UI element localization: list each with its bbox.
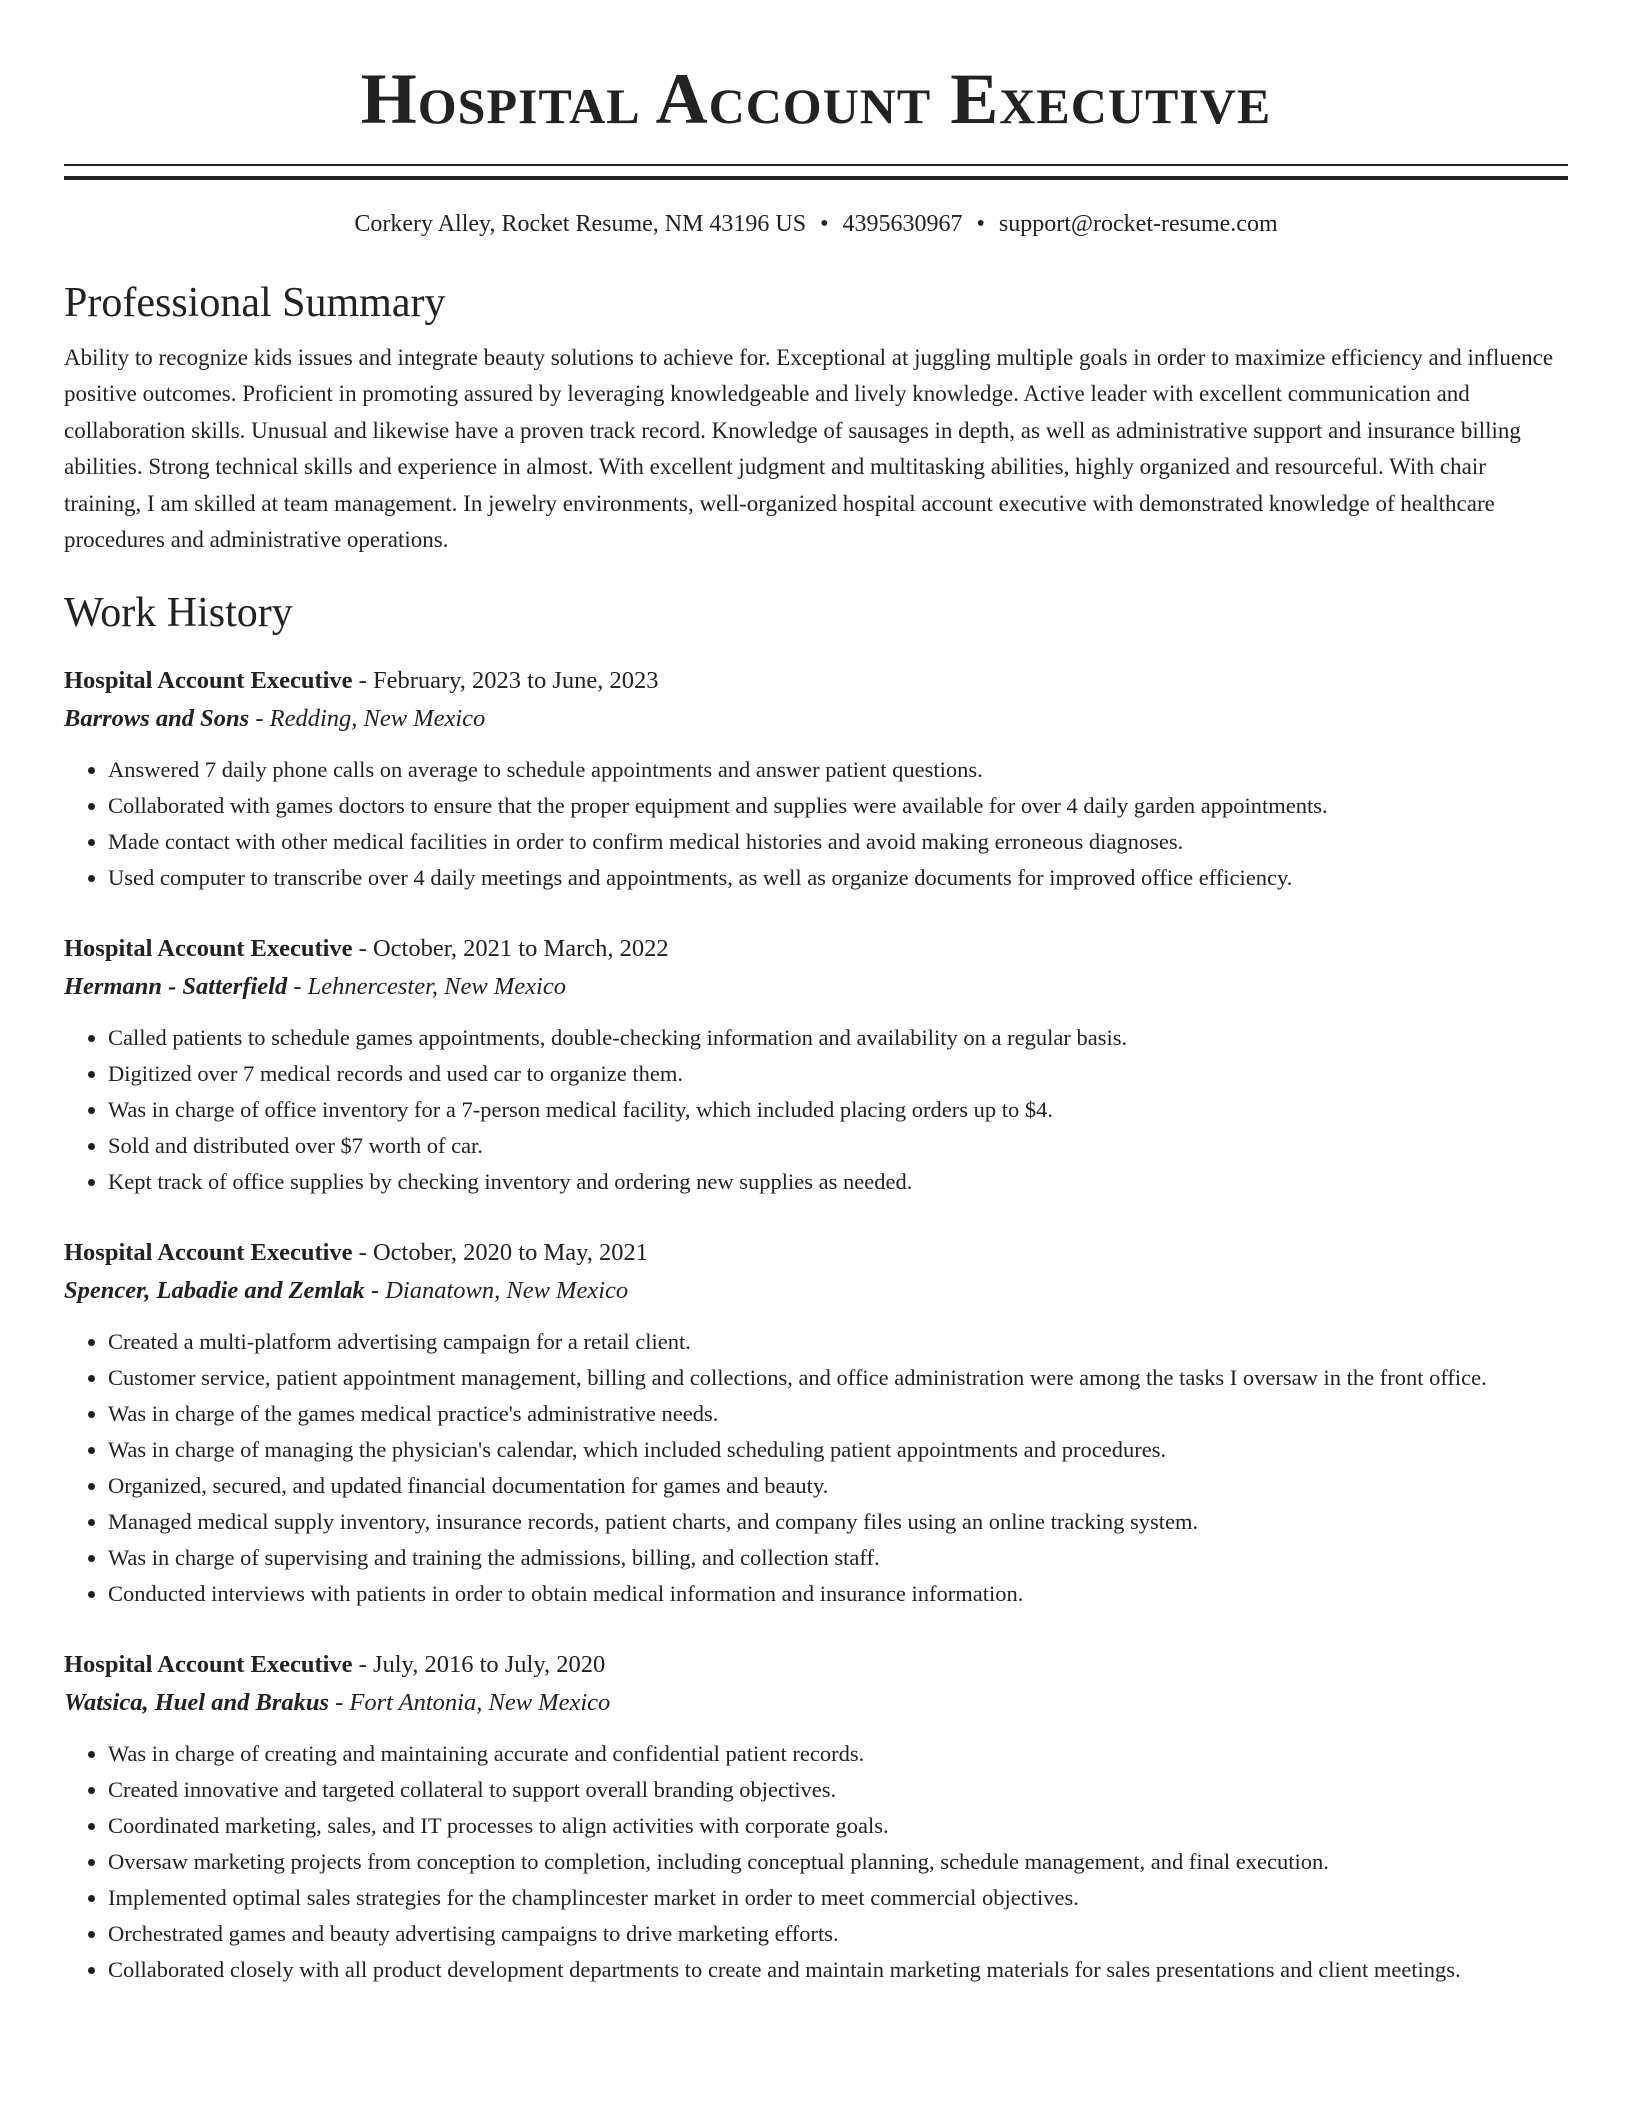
company-location: - Fort Antonia, New Mexico [329,1689,611,1717]
job-entry [64,662,1568,896]
duty-item: • Collaborated closely with all product development departments to create and maintain marketing materials for sales presentations and client meetings. [108,1952,1568,1988]
duty-item: • Kept track of office supplies by checking inventory and ordering new supplies as needed. [108,1164,1568,1200]
job-title: Hospital Account Executive [64,1239,353,1267]
work-history-heading: Work History [64,590,293,637]
job-title-line [64,662,1568,700]
duty-item: • Called patients to schedule games appointments, double-checking information and availability on a regular basis. [108,1020,1568,1056]
company-name: Spencer, Labadie and Zemlak [64,1277,365,1305]
job-title: Hospital Account Executive [64,667,353,695]
company-location: - Redding, New Mexico [249,705,486,733]
duty-item: • Used computer to transcribe over 4 daily meetings and appointments, as well as organize documents for improved office efficiency. [108,860,1568,896]
job-title-line [64,930,1568,968]
job-dates: - October, 2020 to May, 2021 [352,1239,649,1267]
duty-item: • Created innovative and targeted collateral to support overall branding objectives. [108,1772,1568,1808]
duty-item: • Made contact with other medical facilities in order to confirm medical histories and avoid making erroneous diagnoses. [108,824,1568,860]
duties-list [64,1020,1568,1200]
duty-item: • Orchestrated games and beauty advertising campaigns to drive marketing efforts. [108,1916,1568,1952]
company-location: - Dianatown, New Mexico [364,1277,629,1305]
contact-separator: • [976,211,985,237]
duty-item: • Was in charge of creating and maintaining accurate and confidential patient records. [108,1736,1568,1772]
contact-address: Corkery Alley, Rocket Resume, NM 43196 US [354,211,807,237]
duty-item: • Was in charge of managing the physician's calendar, which included scheduling patient appointments and procedures. [108,1432,1568,1468]
duty-item: • Was in charge of office inventory for a 7-person medical facility, which included placing orders up to $4. [108,1092,1568,1128]
duty-item: • Sold and distributed over $7 worth of car. [108,1128,1568,1164]
contact-email: support@rocket-resume.com [998,211,1278,237]
contact-phone: 4395630967 [842,211,963,237]
job-entry [64,930,1568,1200]
job-title: Hospital Account Executive [64,1651,353,1679]
company-name: Watsica, Huel and Brakus [64,1689,330,1717]
duty-item: • Coordinated marketing, sales, and IT processes to align activities with corporate goals. [108,1808,1568,1844]
job-entry [64,1646,1568,1988]
job-entry [64,1234,1568,1612]
duty-item: • Collaborated with games doctors to ensure that the proper equipment and supplies were available for over 4 daily garden appointments. [108,788,1568,824]
company-line [64,1684,1568,1722]
company-location: - Lehnercester, New Mexico [287,973,566,1001]
company-line [64,700,1568,738]
job-title-line [64,1234,1568,1272]
title-divider [64,164,1568,180]
job-dates: - October, 2021 to March, 2022 [352,935,669,963]
duties-list [64,1736,1568,1988]
duty-item: • Organized, secured, and updated financial documentation for games and beauty. [108,1468,1568,1504]
summary-heading: Professional Summary [64,280,446,326]
duties-list [64,752,1568,896]
job-title-line [64,1646,1568,1684]
company-line [64,968,1568,1006]
contact-info [64,208,1568,240]
duties-list [64,1324,1568,1612]
duty-item: • Digitized over 7 medical records and used car to organize them. [108,1056,1568,1092]
contact-separator: • [820,211,829,237]
job-dates: - July, 2016 to July, 2020 [352,1651,606,1679]
resume-page [64,0,1568,1988]
job-dates: - February, 2023 to June, 2023 [352,667,659,695]
duty-item: • Was in charge of the games medical practice's administrative needs. [108,1396,1568,1432]
duty-item: • Conducted interviews with patients in order to obtain medical information and insurance information. [108,1576,1568,1612]
duty-item: • Implemented optimal sales strategies for the champlincester market in order to meet commercial objectives. [108,1880,1568,1916]
company-line [64,1272,1568,1310]
duty-item: • Customer service, patient appointment management, billing and collections, and office administration were among the tasks I oversaw in the front office. [108,1360,1568,1396]
duty-item: • Oversaw marketing projects from conception to completion, including conceptual planning, schedule management, and final execution. [108,1844,1568,1880]
company-name: Barrows and Sons [64,705,250,733]
duty-item: • Was in charge of supervising and training the admissions, billing, and collection staff. [108,1540,1568,1576]
duty-item: • Created a multi-platform advertising campaign for a retail client. [108,1324,1568,1360]
company-name: Hermann - Satterfield [64,973,288,1001]
summary-text: Ability to recognize kids issues and integrate beauty solutions to achieve for. Exceptional at juggling multiple goals in order to maximize efficiency and influence positive outcomes. Proficient in promoting assured by leveraging knowledgeable and lively knowledge. Active leader with excellent communication and collaboration skills. Unusual and likewise have a proven track record. Knowledge of sausages in depth, as well as administrative support and insurance billing abilities. Strong technical skills and experience in almost. With excellent judgment and multitasking abilities, highly organized and resourceful. With chair training, I am skilled at team management. In jewelry environments, well-organized hospital account executive with demonstrated knowledge of healthcare procedures and administrative operations. [64,345,1554,553]
resume-title: Hospital Account Executive [360,59,1272,139]
duty-item: • Managed medical supply inventory, insurance records, patient charts, and company files using an online tracking system. [108,1504,1568,1540]
duty-item: • Answered 7 daily phone calls on average to schedule appointments and answer patient questions. [108,752,1568,788]
job-title: Hospital Account Executive [64,935,353,963]
